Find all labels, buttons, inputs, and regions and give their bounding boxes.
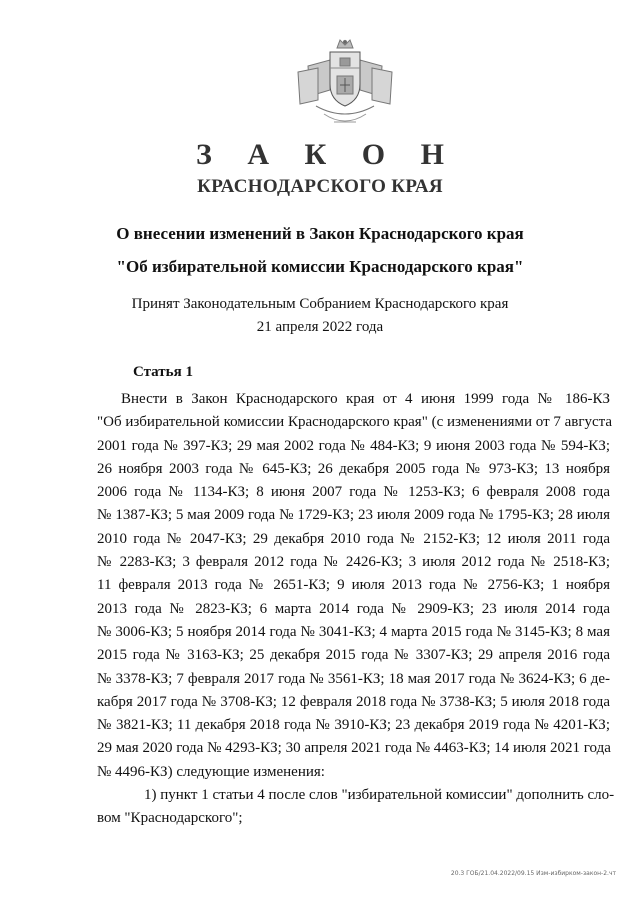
article-line: 11 февраля 2013 года № 2651-КЗ; 9 июля 2013 года № 2756-КЗ; 1 ноября xyxy=(97,577,610,594)
article-line: "Об избирательной комиссии Краснодарского края" (с изменениями от 7 августа xyxy=(97,414,613,431)
article-line: 2010 года № 2047-КЗ; 29 декабря 2010 года № 2152-КЗ; 12 июля 2011 года xyxy=(97,530,610,547)
document-footer-code: 20.3 ГОБ/21.04.2022/09.15 Изм-избирком-закон-2.чт xyxy=(450,870,616,877)
article-body xyxy=(97,388,615,831)
region-subtitle: КРАСНОДАРСКОГО КРАЯ xyxy=(197,176,443,197)
law-heading-line-2: "Об избирательной комиссии Краснодарского края" xyxy=(116,257,524,276)
article-line: 29 мая 2020 года № 4293-КЗ; 30 апреля 2021 года № 4463-КЗ; 14 июля 2021 года xyxy=(97,740,611,757)
amendment-item-line: вом "Краснодарского"; xyxy=(97,810,243,827)
adoption-date: 21 апреля 2022 года xyxy=(256,319,384,335)
article-line: 2006 года № 1134-КЗ; 8 июня 2007 года № 1253-КЗ; 6 февраля 2008 года xyxy=(97,484,610,501)
article-line: 2013 года № 2823-КЗ; 6 марта 2014 года № 2909-КЗ; 23 июля 2014 года xyxy=(97,600,610,617)
article-line: № 3378-КЗ; 7 февраля 2017 года № 3561-КЗ; 18 мая 2017 года № 3624-КЗ; 6 де- xyxy=(97,670,610,687)
document-type-title: З А К О Н xyxy=(196,138,458,171)
article-line: № 1387-КЗ; 5 мая 2009 года № 1729-КЗ; 23 июля 2009 года № 1795-КЗ; 28 июля xyxy=(97,507,610,524)
adoption-statement: Принят Законодательным Собранием Краснодарского края xyxy=(131,296,509,312)
law-heading-line-1: О внесении изменений в Закон Краснодарского края xyxy=(116,224,524,243)
article-line: 2015 года № 3163-КЗ; 25 декабря 2015 года № 3307-КЗ; 29 апреля 2016 года xyxy=(97,647,610,664)
article-line: № 3006-КЗ; 5 ноября 2014 года № 3041-КЗ; 4 марта 2015 года № 3145-КЗ; 8 мая xyxy=(97,623,610,640)
article-line: № 3821-КЗ; 11 декабря 2018 года № 3910-КЗ; 23 декабря 2019 года № 4201-КЗ; xyxy=(97,717,610,734)
coat-of-arms-emblem xyxy=(290,38,400,134)
article-heading: Статья 1 xyxy=(133,364,193,380)
article-line: № 2283-КЗ; 3 февраля 2012 года № 2426-КЗ; 3 июля 2012 года № 2518-КЗ; xyxy=(97,554,610,571)
article-line: № 4496-КЗ) следующие изменения: xyxy=(97,763,325,780)
amendment-item-line: 1) пункт 1 статьи 4 после слов "избирательной комиссии" дополнить сло- xyxy=(144,787,615,804)
article-line: кабря 2017 года № 3708-КЗ; 12 февраля 2018 года № 3738-КЗ; 5 июля 2018 года xyxy=(97,693,610,710)
article-line: 2001 года № 397-КЗ; 29 мая 2002 года № 484-КЗ; 9 июня 2003 года № 594-КЗ; xyxy=(97,437,610,454)
article-line: 26 ноября 2003 года № 645-КЗ; 26 декабря 2005 года № 973-КЗ; 13 ноября xyxy=(97,460,610,477)
article-line: Внести в Закон Краснодарского края от 4 июня 1999 года № 186-КЗ xyxy=(121,391,610,407)
